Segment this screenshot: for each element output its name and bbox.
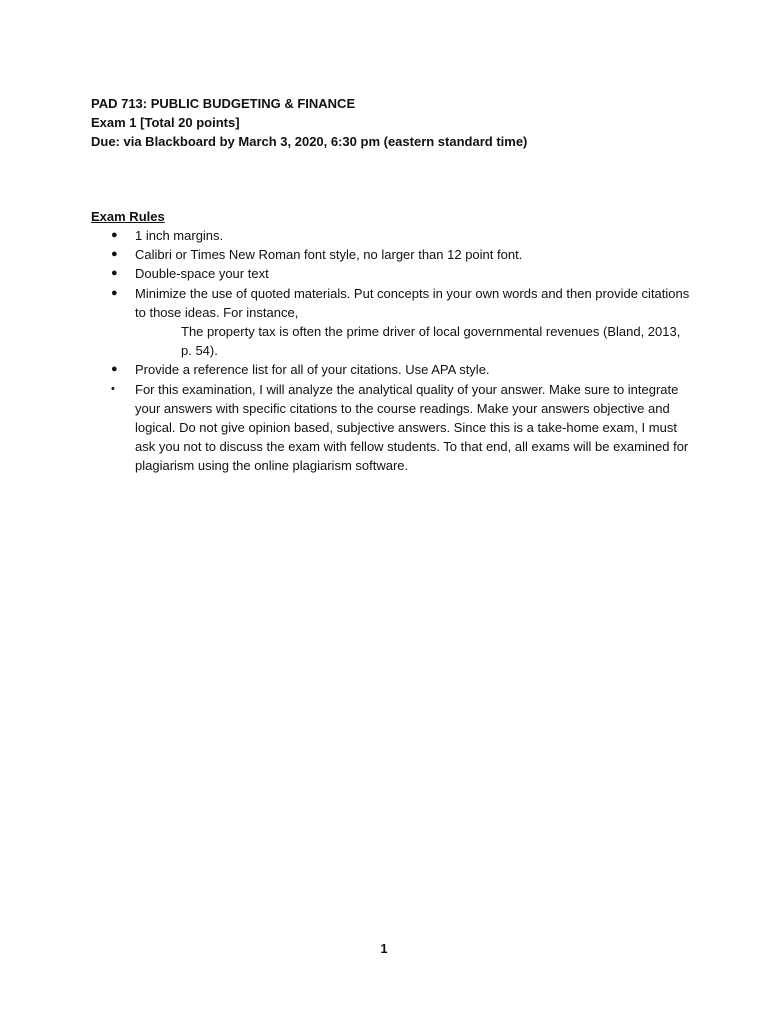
document-header xyxy=(91,94,711,151)
page-number: 1 xyxy=(380,941,388,956)
exam-rules-section xyxy=(91,207,691,476)
bullet-icon: ● xyxy=(111,229,118,241)
rule-item-quotes xyxy=(91,284,691,361)
rule-text: Calibri or Times New Roman font style, no larger than 12 point font. xyxy=(135,247,523,263)
rule-item-spacing xyxy=(91,264,691,283)
rule-text: Provide a reference list for all of your citations. Use APA style. xyxy=(135,362,490,378)
rule-item-analysis xyxy=(91,380,691,476)
example-quote: The property tax is often the prime driver of local governmental revenues (Bland, 2013, p. 54). xyxy=(181,324,681,359)
rule-text: 1 inch margins. xyxy=(135,228,224,243)
rule-item-margins xyxy=(91,226,691,245)
rule-text: For this examination, I will analyze the analytical quality of your answer. Make sure to integrate your answers with specific citations to the course readings. Make your answers objective and logical. Do not give opinion based, subjective answers. Since this is a take-home exam, I must ask you not to discuss the exam with fellow students. To that end, all exams will be examined for plagiarism using the online plagiarism software. xyxy=(135,381,689,474)
exam-rules-heading: Exam Rules xyxy=(91,209,165,224)
bullet-icon: ● xyxy=(111,248,118,261)
course-title: PAD 713: PUBLIC BUDGETING & FINANCE xyxy=(91,96,356,111)
bullet-icon: ● xyxy=(111,286,118,299)
rule-item-references xyxy=(91,360,691,379)
bullet-icon: • xyxy=(111,382,115,395)
exam-title: Exam 1 [Total 20 points] xyxy=(91,115,240,130)
due-date: Due: via Blackboard by March 3, 2020, 6:30 pm (eastern standard time) xyxy=(91,134,528,149)
rule-text: Double-space your text xyxy=(135,266,269,282)
bullet-icon: ● xyxy=(111,267,118,280)
rule-list xyxy=(91,226,691,476)
rule-text: Minimize the use of quoted materials. Put concepts in your own words and then provide citations to those ideas. For instance, xyxy=(135,285,690,320)
bullet-icon: ● xyxy=(111,363,118,376)
rule-item-font xyxy=(91,245,691,264)
